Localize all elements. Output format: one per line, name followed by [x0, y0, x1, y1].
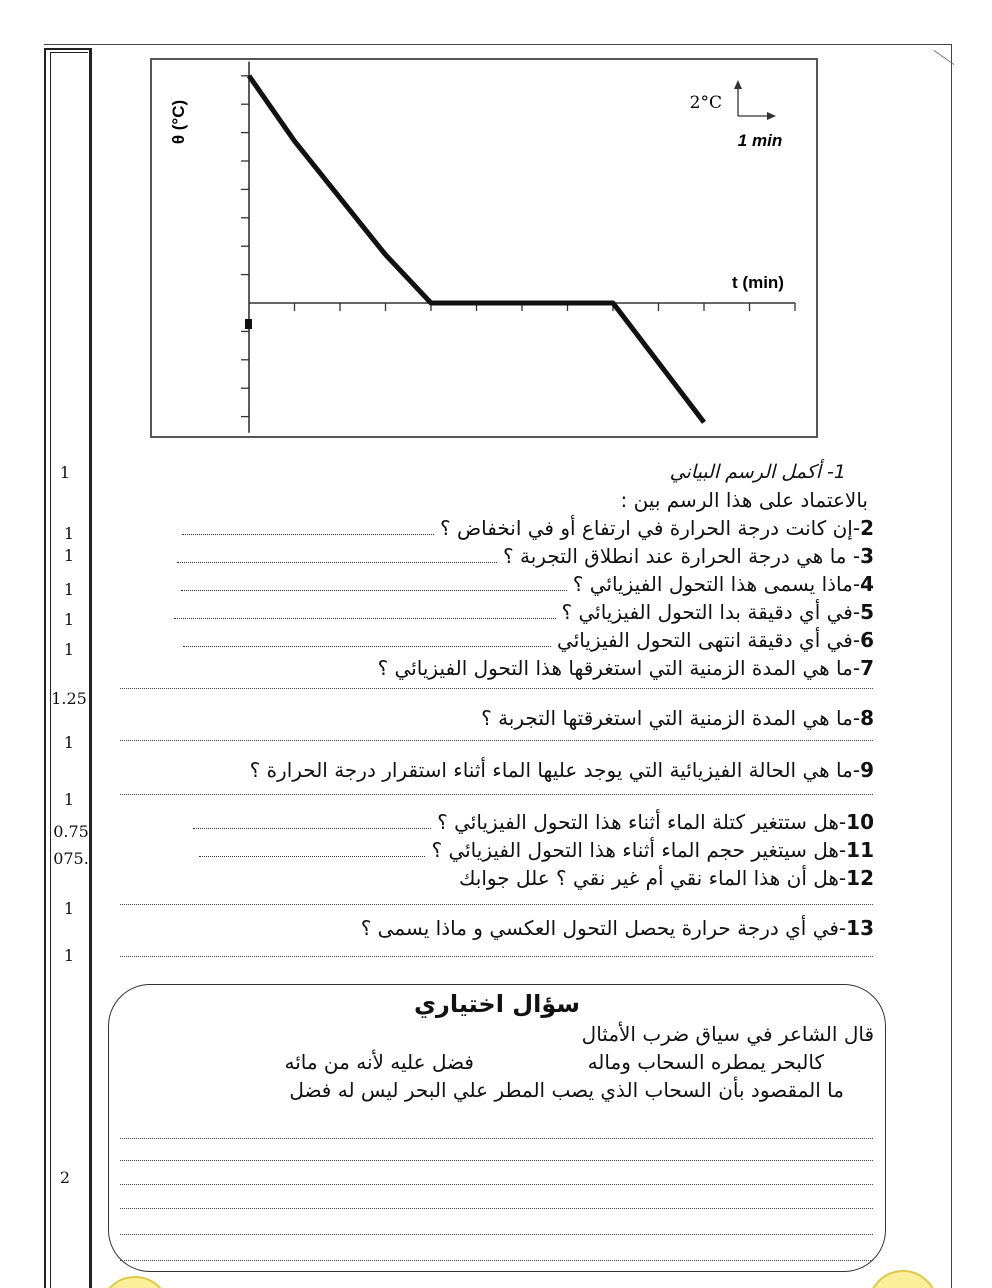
- question-1-text: أكمل الرسم البياني: [669, 461, 828, 483]
- grade-q10: 0.75: [53, 822, 89, 841]
- grade-q1: 1: [59, 463, 71, 482]
- grade-optional: 2: [59, 1168, 71, 1187]
- grade-q13: 1: [63, 946, 75, 965]
- question-8-text: -ما هي المدة الزمنية التي استغرقتها التجربة ؟: [481, 706, 861, 730]
- cooling-curve-chart: [150, 58, 818, 438]
- question-13-number: 13: [846, 916, 874, 940]
- question-6-text: -في أي دقيقة انتهى التحول الفيزيائي: [557, 628, 861, 652]
- answer-line-6[interactable]: [183, 637, 551, 647]
- answer-line-2[interactable]: [182, 525, 434, 535]
- question-11: [199, 836, 874, 864]
- question-9-text: -ما هي الحالة الفيزيائية التي يوجد عليها الماء أثناء استقرار درجة الحرارة ؟: [249, 758, 861, 782]
- question-7-text: -ما هي المدة الزمنية التي استغرقها هذا التحول الفيزيائي ؟: [377, 656, 861, 680]
- question-8: [481, 704, 874, 732]
- y-axis-label: θ (°C): [169, 99, 188, 145]
- grade-q6: 1: [63, 640, 75, 659]
- question-11-number: 11: [846, 838, 874, 862]
- question-5-number: 5: [860, 600, 874, 624]
- question-10-number: 10: [846, 810, 874, 834]
- question-2-number: 2: [860, 516, 874, 540]
- question-8-number: 8: [860, 706, 874, 730]
- question-4-text: -ماذا يسمى هذا التحول الفيزيائي ؟: [572, 572, 861, 596]
- question-5: [174, 598, 875, 626]
- question-5-text: -في أي دقيقة بدا التحول الفيزيائي ؟: [561, 600, 861, 624]
- x-axis-label: t (min): [732, 273, 784, 292]
- question-11-text: -هل سيتغير حجم الماء أثناء هذا التحول الفيزيائي ؟: [431, 838, 847, 862]
- grade-q4: 1: [63, 580, 75, 599]
- scale-x-label: 1 min: [737, 131, 783, 150]
- scale-y-label: 2°C: [689, 93, 722, 113]
- answer-line-12[interactable]: [120, 904, 873, 905]
- temperature-curve: [249, 76, 704, 423]
- question-3: [177, 542, 874, 570]
- grade-q12: 1: [63, 899, 75, 918]
- grades-column-inner: [50, 52, 88, 1288]
- question-3-text: - ما هي درجة الحرارة عند انطلاق التجربة ؟: [503, 544, 861, 568]
- question-10: [193, 808, 874, 836]
- answer-line-7[interactable]: [120, 688, 873, 689]
- question-1-number: 1-: [827, 461, 846, 483]
- intro-text: بالاعتماد على هذا الرسم بين :: [620, 488, 868, 512]
- verse-first-half: كالبحر يمطره السحاب وماله: [587, 1050, 824, 1074]
- optional-answer-line-1[interactable]: [120, 1138, 873, 1139]
- scale-arrows: [734, 80, 776, 120]
- answer-line-5[interactable]: [174, 609, 556, 619]
- grade-q7: 1.25: [51, 689, 87, 708]
- verse-second-half: فضل عليه لأنه من مائه: [284, 1050, 474, 1074]
- answer-line-4[interactable]: [181, 581, 567, 591]
- question-13-text: -في أي درجة حرارة يحصل التحول العكسي و ماذا يسمى ؟: [360, 916, 847, 940]
- optional-answer-line-3[interactable]: [120, 1184, 873, 1185]
- grade-q9: 1: [63, 790, 75, 809]
- question-6: [183, 626, 874, 654]
- grade-q11: 075.: [53, 849, 89, 868]
- answer-line-8[interactable]: [120, 740, 873, 741]
- answer-line-13[interactable]: [120, 956, 873, 957]
- question-1: [670, 458, 846, 486]
- optional-answer-line-5[interactable]: [120, 1234, 873, 1235]
- optional-question: ما المقصود بأن السحاب الذي يصب المطر علي البحر ليس له فضل: [289, 1078, 844, 1102]
- question-12-text: -هل أن هذا الماء نقي أم غير نقي ؟ علل جوابك: [458, 866, 847, 890]
- grade-q3: 1: [63, 546, 75, 565]
- grade-q8: 1: [63, 733, 75, 752]
- answer-line-3[interactable]: [177, 553, 497, 563]
- grade-q2: 1: [63, 524, 75, 543]
- question-12: [459, 864, 874, 892]
- question-13: [361, 914, 874, 942]
- question-3-number: 3: [860, 544, 874, 568]
- question-12-number: 12: [846, 866, 874, 890]
- optional-question-title: سؤال اختياري: [414, 990, 580, 1018]
- answer-line-9[interactable]: [120, 794, 873, 795]
- optional-answer-line-2[interactable]: [120, 1160, 873, 1161]
- question-7: [378, 654, 874, 682]
- question-4: [181, 570, 874, 598]
- question-2: [182, 514, 874, 542]
- answer-line-10[interactable]: [193, 819, 431, 829]
- chart-svg: [152, 60, 816, 436]
- question-4-number: 4: [860, 572, 874, 596]
- grade-q5: 1: [63, 610, 75, 629]
- optional-answer-line-4[interactable]: [120, 1208, 873, 1209]
- optional-answer-line-6[interactable]: [120, 1260, 873, 1261]
- question-9: [250, 756, 874, 784]
- origin-marker: [245, 319, 252, 329]
- question-10-text: -هل ستتغير كتلة الماء أثناء هذا التحول الفيزيائي ؟: [437, 810, 847, 834]
- question-2-text: -إن كانت درجة الحرارة في ارتفاع أو في انخفاض ؟: [440, 516, 861, 540]
- question-7-number: 7: [860, 656, 874, 680]
- question-9-number: 9: [860, 758, 874, 782]
- optional-intro: قال الشاعر في سياق ضرب الأمثال: [581, 1022, 874, 1046]
- answer-line-11[interactable]: [199, 847, 425, 857]
- question-6-number: 6: [860, 628, 874, 652]
